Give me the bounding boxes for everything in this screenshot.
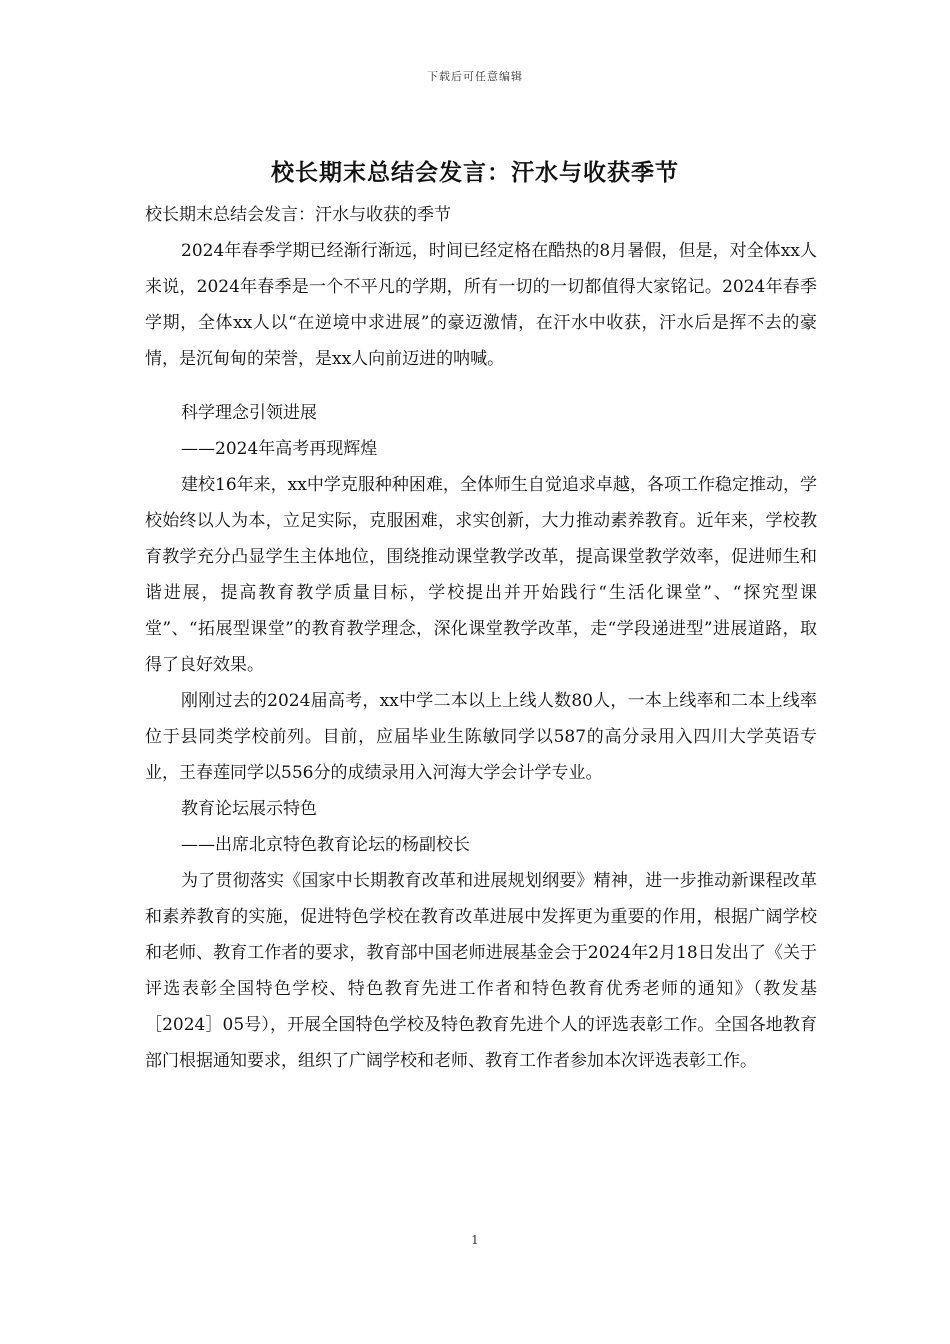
section-heading-forum: 教育论坛展示特色 [181, 799, 317, 819]
document-body [145, 197, 817, 1079]
document-title: 校长期末总结会发言：汗水与收获季节 [271, 160, 679, 186]
header-note: 下载后可任意编辑 [427, 70, 523, 83]
intro-paragraph: 2024年春季学期已经渐行渐远，时间已经定格在酷热的8月暑假，但是，对全体xx人来说，2024年春季是一个不平凡的学期，所有一切的一切都值得大家铭记。2024年春季学期，全体xx人以“在逆境中求进展”的豪迈激情，在汗水中收获，汗水后是挥不去的豪情，是沉甸甸的荣誉，是xx人向前迈进的呐喊。 [145, 241, 817, 369]
document-subtitle: 校长期末总结会发言：汗水与收获的季节 [145, 205, 451, 225]
section-subheading-forum: ——出席北京特色教育论坛的杨副校长 [181, 835, 470, 855]
section-subheading-gaokao: ——2024年高考再现辉煌 [181, 439, 378, 459]
school-history-paragraph: 建校16年来，xx中学克服种种困难，全体师生自觉追求卓越，各项工作稳定推动，学校始终以人为本，立足实际，克服困难，求实创新，大力推动素养教育。近年来，学校教育教学充分凸显学生主体地位，围绕推动课堂教学改革，提高课堂教学效率，促进师生和谐进展，提高教育教学质量目标，学校提出并开始践行“生活化课堂”、“探究型课堂”、“拓展型课堂”的教育教学理念，深化课堂教学改革，走“学段递进型”进展道路，取得了良好效果。 [145, 475, 817, 675]
gaokao-results-paragraph: 刚刚过去的2024届高考，xx中学二本以上上线人数80人，一本上线率和二本上线率位于县同类学校前列。目前，应届毕业生陈敏同学以587的高分录用入四川大学英语专业，王春莲同学以556分的成绩录用入河海大学会计学专业。 [145, 691, 817, 783]
blank-line [145, 377, 817, 395]
forum-paragraph: 为了贯彻落实《国家中长期教育改革和进展规划纲要》精神，进一步推动新课程改革和素养教育的实施，促进特色学校在教育改革进展中发挥更为重要的作用，根据广阔学校和老师、教育工作者的要求，教育部中国老师进展基金会于2024年2月18日发出了《关于评选表彰全国特色学校、特色教育先进工作者和特色教育优秀老师的通知》（教发基［2024］05号），开展全国特色学校及特色教育先进个人的评选表彰工作。全国各地教育部门根据通知要求，组织了广阔学校和老师、教育工作者参加本次评选表彰工作。 [145, 871, 817, 1071]
page-number: 1 [471, 1233, 479, 1247]
section-heading-science: 科学理念引领进展 [181, 403, 317, 423]
